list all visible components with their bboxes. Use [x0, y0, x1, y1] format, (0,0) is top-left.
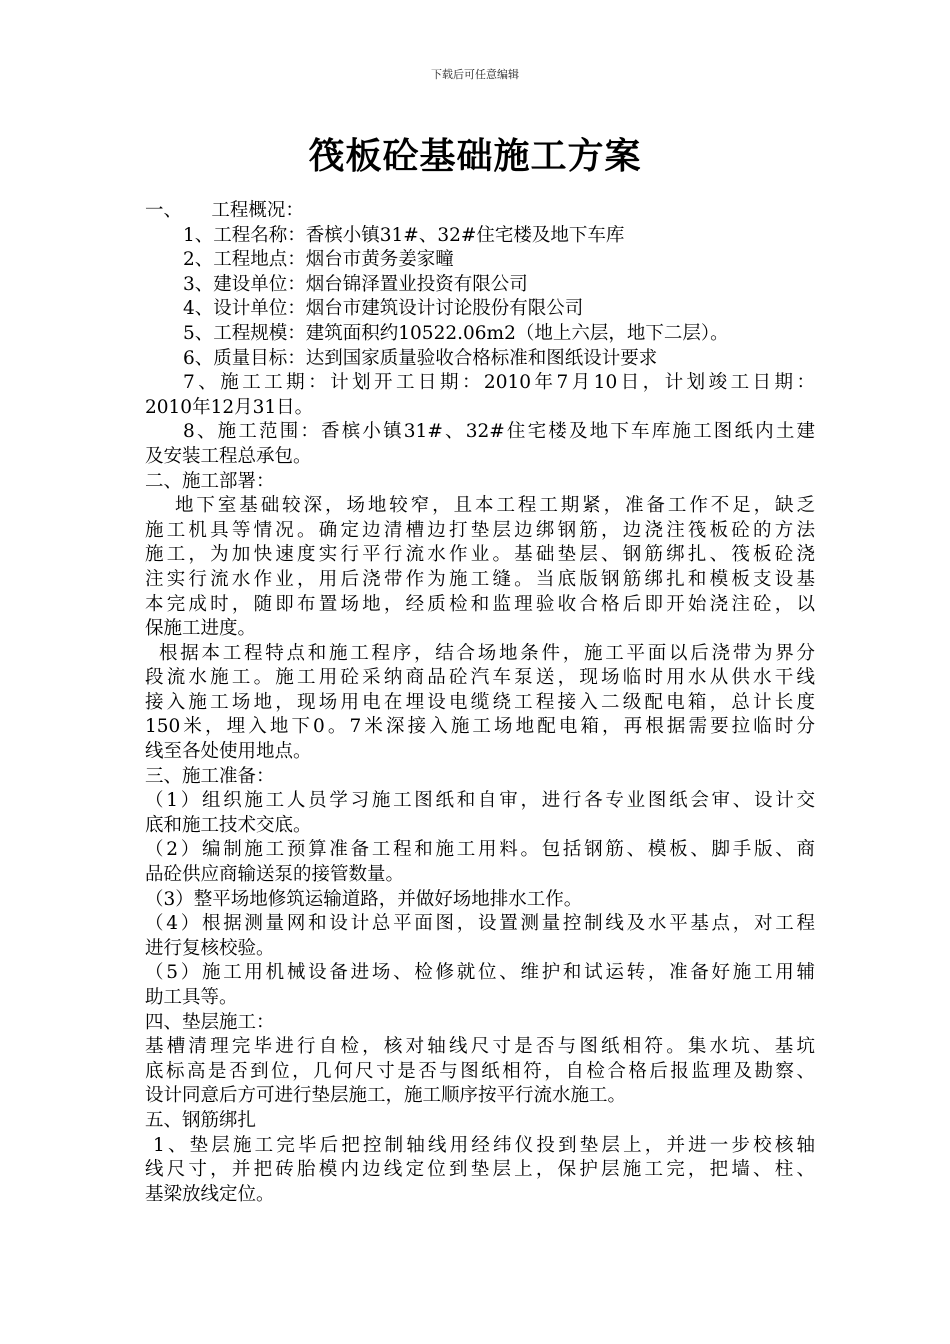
text-line: 施工，为加快速度实行平行流水作业。基础垫层、钢筋绑扎、筏板砼浇: [145, 544, 815, 566]
text-line: （3）整平场地修筑运输道路，并做好场地排水工作。: [145, 888, 583, 910]
text-line: （1）组织施工人员学习施工图纸和自审，进行各专业图纸会审、设计交: [145, 790, 815, 812]
text-line: 3、建设单位：烟台锦泽置业投资有限公司: [183, 273, 528, 295]
text-line: 底标高是否到位，几何尺寸是否与图纸相符，自检合格后报监理及勘察、: [145, 1060, 815, 1082]
text-line: 二、施工部署：: [145, 470, 275, 492]
text-line: 本完成时，随即布置场地，经质检和监理验收合格后即开始浇注砼，以: [145, 593, 815, 615]
text-line: 进行复核校验。: [145, 937, 275, 959]
text-line: （4）根据测量网和设计总平面图，设置测量控制线及水平基点，对工程: [145, 913, 815, 935]
text-line: 150米，埋入地下0。7米深接入施工场地配电箱，再根据需要拉临时分: [145, 716, 815, 738]
text-line: 段流水施工。施工用砼采纳商品砼汽车泵送，现场临时用水从供水干线: [145, 667, 815, 689]
text-line: 1、垫层施工完毕后把控制轴线用经纬仪投到垫层上，并进一步校核轴: [153, 1134, 815, 1156]
text-line: 基槽清理完毕进行自检，核对轴线尺寸是否与图纸相符。集水坑、基坑: [145, 1036, 815, 1058]
text-line: 2010年12月31日。: [145, 396, 314, 418]
text-line: 线至各处使用地点。: [145, 741, 312, 763]
text-line: 底和施工技术交底。: [145, 814, 312, 836]
text-line: 施工机具等情况。确定边清槽边打垫层边绑钢筋，边浇注筏板砼的方法: [145, 519, 815, 541]
header-note: 下载后可任意编辑: [431, 68, 519, 81]
text-line: 6、质量目标：达到国家质量验收合格标准和图纸设计要求: [183, 347, 658, 369]
text-line: 品砼供应商输送泵的接管数量。: [145, 864, 405, 886]
document-body: [145, 199, 815, 1207]
text-line: 线尺寸，并把砖胎模内边线定位到垫层上，保护层施工完，把墙、柱、: [145, 1159, 815, 1181]
text-line: 四、垫层施工：: [145, 1011, 275, 1033]
text-line: 设计同意后方可进行垫层施工，施工顺序按平行流水施工。: [145, 1085, 627, 1107]
document-title: 筏板砼基础施工方案: [308, 135, 642, 177]
text-line: 5、工程规模：建筑面积约10522.06m2（地上六层，地下二层）。: [183, 322, 729, 344]
text-line: 注实行流水作业，用后浇带作为施工缝。当底版钢筋绑扎和模板支设基: [145, 568, 815, 590]
text-line: 基梁放线定位。: [145, 1183, 275, 1205]
text-line: 一、 工程概况：: [145, 200, 304, 221]
text-line: 接入施工场地，现场用电在埋设电缆绕工程接入二级配电箱，总计长度: [145, 691, 815, 713]
text-line: 三、施工准备：: [145, 765, 275, 787]
text-line: 2、工程地点：烟台市黄务姜家疃: [183, 249, 454, 271]
text-line: 助工具等。: [145, 987, 238, 1008]
text-line: 根据本工程特点和施工程序，结合场地条件，施工平面以后浇带为界分: [159, 642, 815, 664]
text-line: 地下室基础较深，场地较窄，且本工程工期紧，准备工作不足，缺乏: [175, 495, 815, 517]
text-line: 1、工程名称：香槟小镇31#、32#住宅楼及地下车库: [183, 224, 625, 246]
text-line: 8、施工范围：香槟小镇31#、32#住宅楼及地下车库施工图纸内土建: [183, 421, 815, 443]
text-line: 7、施工工期：计划开工日期：2010年7月10日，计划竣工日期：: [183, 372, 815, 394]
text-line: 及安装工程总承包。: [145, 445, 312, 467]
text-line: 保施工进度。: [145, 618, 257, 640]
text-line: 4、设计单位：烟台市建筑设计讨论股份有限公司: [183, 298, 584, 320]
text-line: （5）施工用机械设备进场、检修就位、维护和试运转，准备好施工用辅: [145, 962, 815, 984]
text-line: （2）编制施工预算准备工程和施工用料。包括钢筋、模板、脚手版、商: [145, 839, 815, 861]
text-line: 五、钢筋绑扎: [145, 1109, 257, 1131]
